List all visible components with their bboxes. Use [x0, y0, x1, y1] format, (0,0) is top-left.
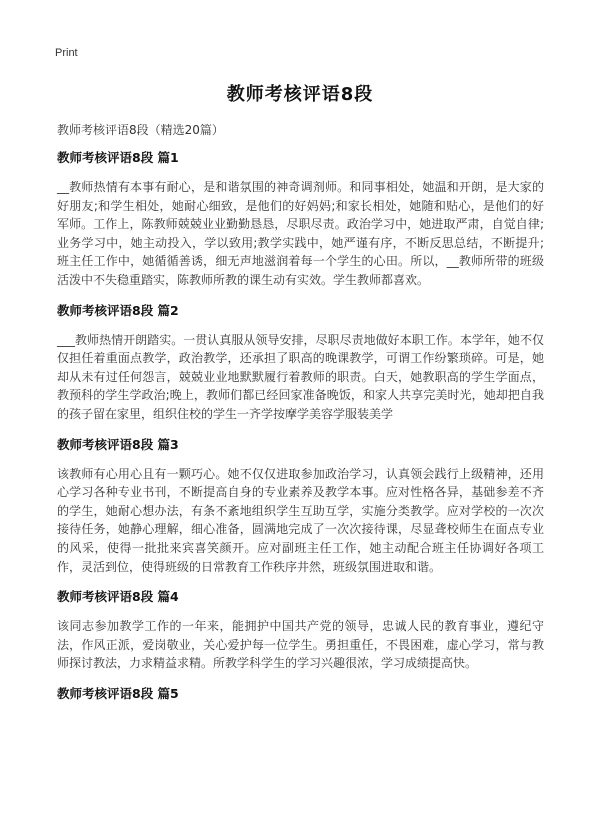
- section-heading: 教师考核评语8段 篇2: [57, 302, 179, 318]
- section-heading: 教师考核评语8段 篇1: [57, 150, 179, 165]
- section-heading: 教师考核评语8段 篇5: [57, 685, 179, 701]
- section-body: ___教师热情开朗踏实。一贯认真服从领导安排，尽职尽责地做好本职工作。本学年，她不仅仅担任着重面点教学，政治教学，还承担了职高的晚课教学，可谓工作纷繁琐碎。可是，她却从未有过任何怨言，兢兢业业地默默履行着教师的职责。白天，她教职高的学生学面点，教预科的学生学政治;晚上，教师们都已经回家准备晚饭，和家人共享完美时光，她却把自我的孩子留在家里，组织住校的学生一齐学按摩学美容学服装美学: [57, 332, 544, 421]
- section-body: __教师热情有本事有耐心，是和谐氛围的神奇调剂师。和同事相处，她温和开朗，是大家的好朋友;和学生相处，她耐心细致，是他们的好妈妈;和家长相处，她随和贴心，是他们的好军师。工作上，陈教师兢兢业业勤勤恳恳，尽职尽责。政治学习中，她进取严肃，自觉自律;业务学习中，她主动投入，学以致用;教学实践中，她严谨有序，不断反思总结，不断提升;班主任工作中，她循循善诱，细无声地滋润着每一个学生的心田。所以，__教师所带的班级活泼中不失稳重踏实，陈教师所教的课生动有实效。学生教师都喜欢。: [57, 180, 544, 287]
- section-1: [57, 150, 544, 290]
- section-5: [57, 686, 544, 702]
- print-label[interactable]: Print: [55, 47, 78, 59]
- section-2: [57, 303, 544, 424]
- document-content: [57, 150, 544, 714]
- section-body: 该教师有心用心且有一颗巧心。她不仅仅进取参加政治学习，认真领会践行上级精神，还用心学习各种专业书刊，不断提高自身的专业素养及教学本事。应对性格各异，基础参差不齐的学生，她耐心想办法，有条不紊地组织学生互助互学，实施分类教学。应对学校的一次次接待任务，她静心理解，细心准备，圆满地完成了一次次接待课，尽显聋校师生在面点专业的风采，使得一批批来宾喜笑颜开。应对副班主任工作，她主动配合班主任协调好各项工作，灵活到位，使得班级的日常教育工作秩序井然，班级氛围进取和谐。: [57, 466, 544, 574]
- section-body: 该同志参加教学工作的一年来，能拥护中国共产党的领导，忠诚人民的教育事业，遵纪守法，作风正派，爱岗敬业，关心爱护每一位学生。勇担重任，不畏困难，虚心学习，常与教师探讨教法，力求精益求精。所教学科学生的学习兴趣很浓，学习成绩提高快。: [57, 619, 544, 671]
- page-title: 教师考核评语8段: [226, 84, 374, 105]
- section-heading: 教师考核评语8段 篇4: [57, 589, 179, 605]
- section-heading: 教师考核评语8段 篇3: [57, 436, 179, 452]
- document-subtitle: 教师考核评语8段（精选20篇）: [57, 123, 224, 137]
- section-4: [57, 589, 544, 673]
- section-3: [57, 437, 544, 577]
